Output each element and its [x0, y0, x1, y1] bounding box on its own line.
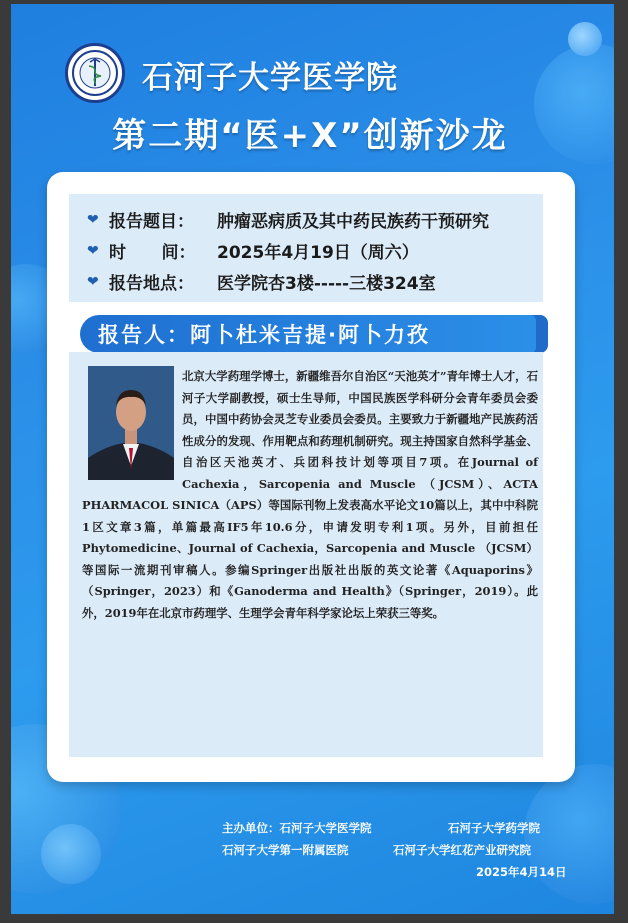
event-title: 第二期“医+X”创新沙龙	[112, 116, 508, 156]
heart-bullet-icon: ❤	[87, 273, 99, 290]
co-organizer: 石河子大学药学院	[448, 821, 540, 835]
issue-date: 2025年4月14日	[476, 865, 567, 879]
detail-label: 报告地点：	[109, 274, 194, 294]
detail-time	[87, 235, 543, 266]
photo-spacer	[82, 366, 182, 490]
speaker-bio	[82, 366, 538, 624]
detail-label: 时 间：	[109, 243, 196, 263]
detail-topic	[87, 204, 543, 235]
university-seal-icon	[65, 43, 125, 103]
co-organizer: 石河子大学第一附属医院	[222, 843, 349, 857]
decor-bubble	[568, 22, 602, 56]
detail-value: 2025年4月19日（周六）	[217, 243, 419, 263]
detail-value: 医学院杏3楼-----三楼324室	[217, 274, 436, 294]
organizer-label: 主办单位：石河子大学医学院	[222, 821, 372, 835]
detail-location	[87, 266, 543, 297]
decor-bubble	[41, 824, 101, 884]
event-details-panel	[69, 194, 543, 302]
speaker-heading: 报告人：阿卜杜米吉提·阿卜力孜	[80, 315, 536, 353]
heart-bullet-icon: ❤	[87, 211, 99, 228]
heart-bullet-icon: ❤	[87, 242, 99, 259]
school-name: 石河子大学医学院	[142, 60, 398, 96]
speaker-bio-text: 北京大学药理学博士，新疆维吾尔自治区“天池英才”青年博士人才，石河子大学副教授，硕士生导师，中国民族医学科研分会青年委员会委员，中国中药协会灵芝专业委员会委员。主要致力于新疆地产民族药活性成分的发现、作用靶点和药理机制研究。现主持国家自然科学基金、自治区天池英才、兵团科技计划等项目7项。在Journal of Cachexia，Sarcopenia and Muscle （JCSM）、ACTA PHARMACOL SINICA（APS）等国际刊物上发表高水平论文10篇以上，其中中科院1区文章3篇，单篇最高IF5年10.6分，申请发明专利1项。另外，目前担任Phytomedicine、Journal of Cachexia，Sarcopenia and Muscle （JCSM）等国际一流期刊审稿人。参编Springer出版社出版的英文论著《Aquaporins》（Springer，2023）和《Ganoderma and Health》（Springer，2019）。此外，2019年在北京市药理学、生理学会青年科学家论坛上荣获三等奖。	[82, 369, 538, 620]
co-organizer: 石河子大学红花产业研究院	[393, 843, 531, 857]
detail-value: 肿瘤恶病质及其中药民族药干预研究	[217, 212, 489, 232]
detail-label: 报告题目：	[109, 212, 194, 232]
